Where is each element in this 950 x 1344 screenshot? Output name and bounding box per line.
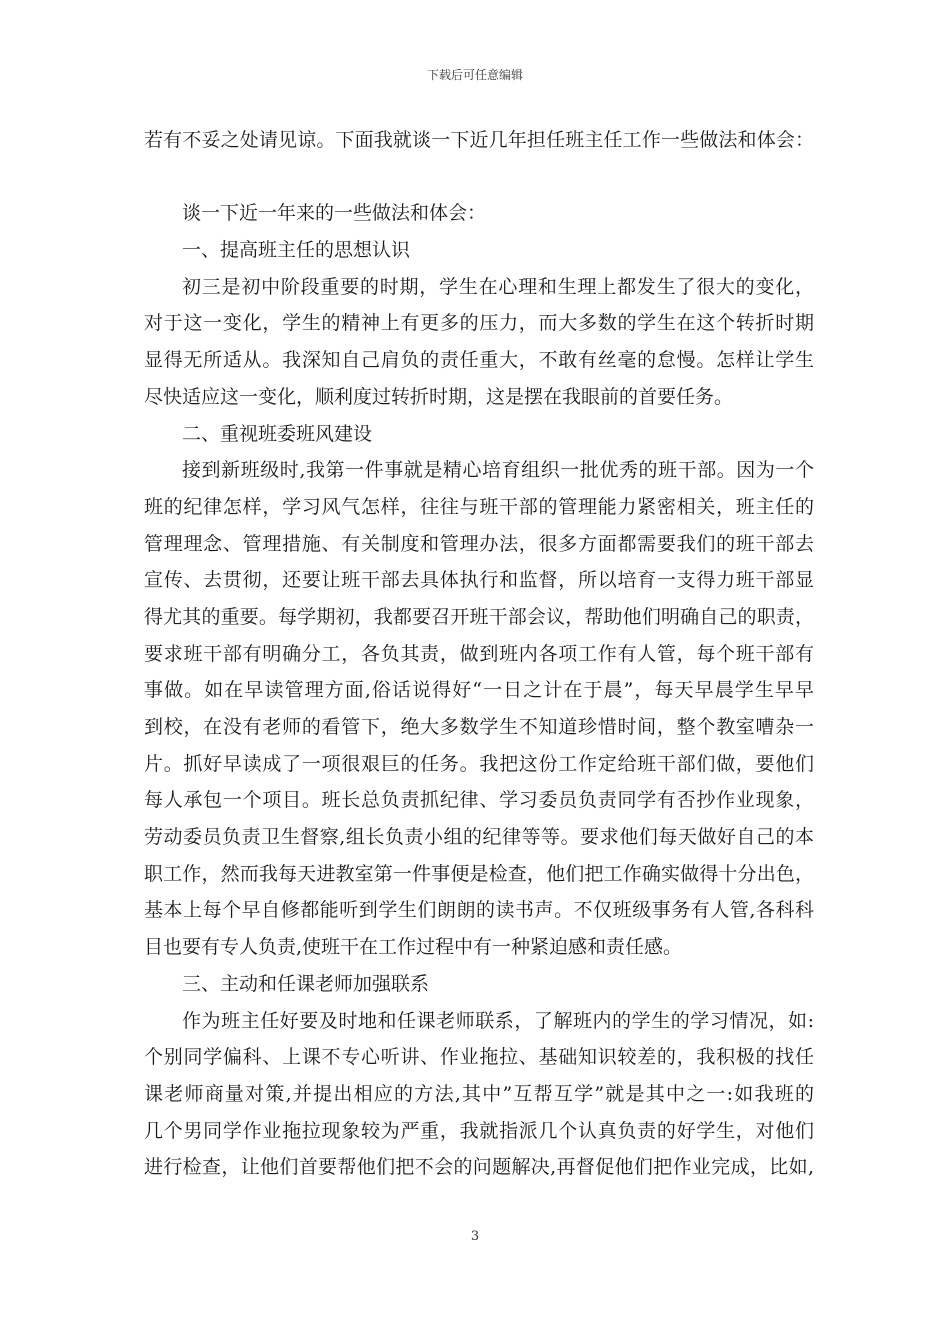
paragraph-gap <box>144 159 814 196</box>
text-line: 课老师商量对策,并提出相应的方法,其中”互帮互学”就是其中之一:如我班的 <box>144 1082 814 1105</box>
text-line: 管理理念、管理措施、有关制度和管理办法，很多方面都需要我们的班干部去 <box>144 532 814 555</box>
text-line: 一、提高班主任的思想认识 <box>182 239 411 262</box>
text-line: 对于这一变化，学生的精神上有更多的压力，而大多数的学生在这个转折时期 <box>144 312 814 335</box>
text-line: 尽快适应这一变化，顺利度过转折时期，这是摆在我眼前的首要任务。 <box>144 385 734 408</box>
text-line: 职工作，然而我每天进教室第一件事便是检查，他们把工作确实做得十分出色， <box>144 862 814 885</box>
text-line: 宣传、去贯彻，还要让班干部去具体执行和监督，所以培育一支得力班干部显 <box>144 569 814 592</box>
text-line: 初三是初中阶段重要的时期，学生在心理和生理上都发生了很大的变化， <box>182 275 814 298</box>
text-line: 片。抓好早读成了一项很艰巨的任务。我把这份工作定给班干部们做，要他们 <box>144 752 814 775</box>
text-line: 得尤其的重要。每学期初，我都要召开班干部会议，帮助他们明确自己的职责， <box>144 605 814 628</box>
text-line: 接到新班级时,我第一件事就是精心培育组织一批优秀的班干部。因为一个 <box>182 459 814 482</box>
text-line: 几个男同学作业拖拉现象较为严重，我就指派几个认真负责的好学生，对他们 <box>144 1119 814 1142</box>
text-line: 谈一下近一年来的一些做法和体会： <box>182 202 487 225</box>
text-line: 进行检查，让他们首要帮他们把不会的问题解决,再督促他们把作业完成，比如, <box>144 1156 814 1179</box>
text-line: 基本上每个早自修都能听到学生们朗朗的读书声。不仅班级事务有人管,各科科 <box>144 899 814 922</box>
text-line: 要求班干部有明确分工，各负其责，做到班内各项工作有人管，每个班干部有 <box>144 642 814 665</box>
text-line: 目也要有专人负责,使班干在工作过程中有一种紧迫感和责任感。 <box>144 936 683 959</box>
page-header: 下载后可任意编辑 <box>426 68 523 82</box>
text-line: 个别同学偏科、上课不专心听讲、作业拖拉、基础知识较差的，我积极的找任 <box>144 1046 814 1069</box>
document-body <box>144 122 814 1186</box>
text-line: 劳动委员负责卫生督察,组长负责小组的纪律等等。要求他们每天做好自己的本 <box>144 826 814 849</box>
text-line: 班的纪律怎样，学习风气怎样，往往与班干部的管理能力紧密相关，班主任的 <box>144 495 814 518</box>
text-line: 三、主动和任课老师加强联系 <box>182 972 430 995</box>
text-line: 到校，在没有老师的看管下，绝大多数学生不知道珍惜时间，整个教室嘈杂一 <box>144 716 814 738</box>
text-line: 二、重视班委班风建设 <box>182 422 373 445</box>
text-line: 显得无所适从。我深知自己肩负的责任重大，不敢有丝毫的怠慢。怎样让学生 <box>144 349 814 372</box>
page-number: 3 <box>470 1229 480 1244</box>
text-line: 若有不妥之处请见谅。下面我就谈一下近几年担任班主任工作一些做法和体会： <box>144 129 814 151</box>
text-line: 每人承包一个项目。班长总负责抓纪律、学习委员负责同学有否抄作业现象， <box>144 789 814 812</box>
text-line: 事做。如在早读管理方面,俗话说得好“一日之计在于晨”，每天早晨学生早早 <box>144 679 814 702</box>
text-line: 作为班主任好要及时地和任课老师联系，了解班内的学生的学习情况，如: <box>182 1009 814 1032</box>
